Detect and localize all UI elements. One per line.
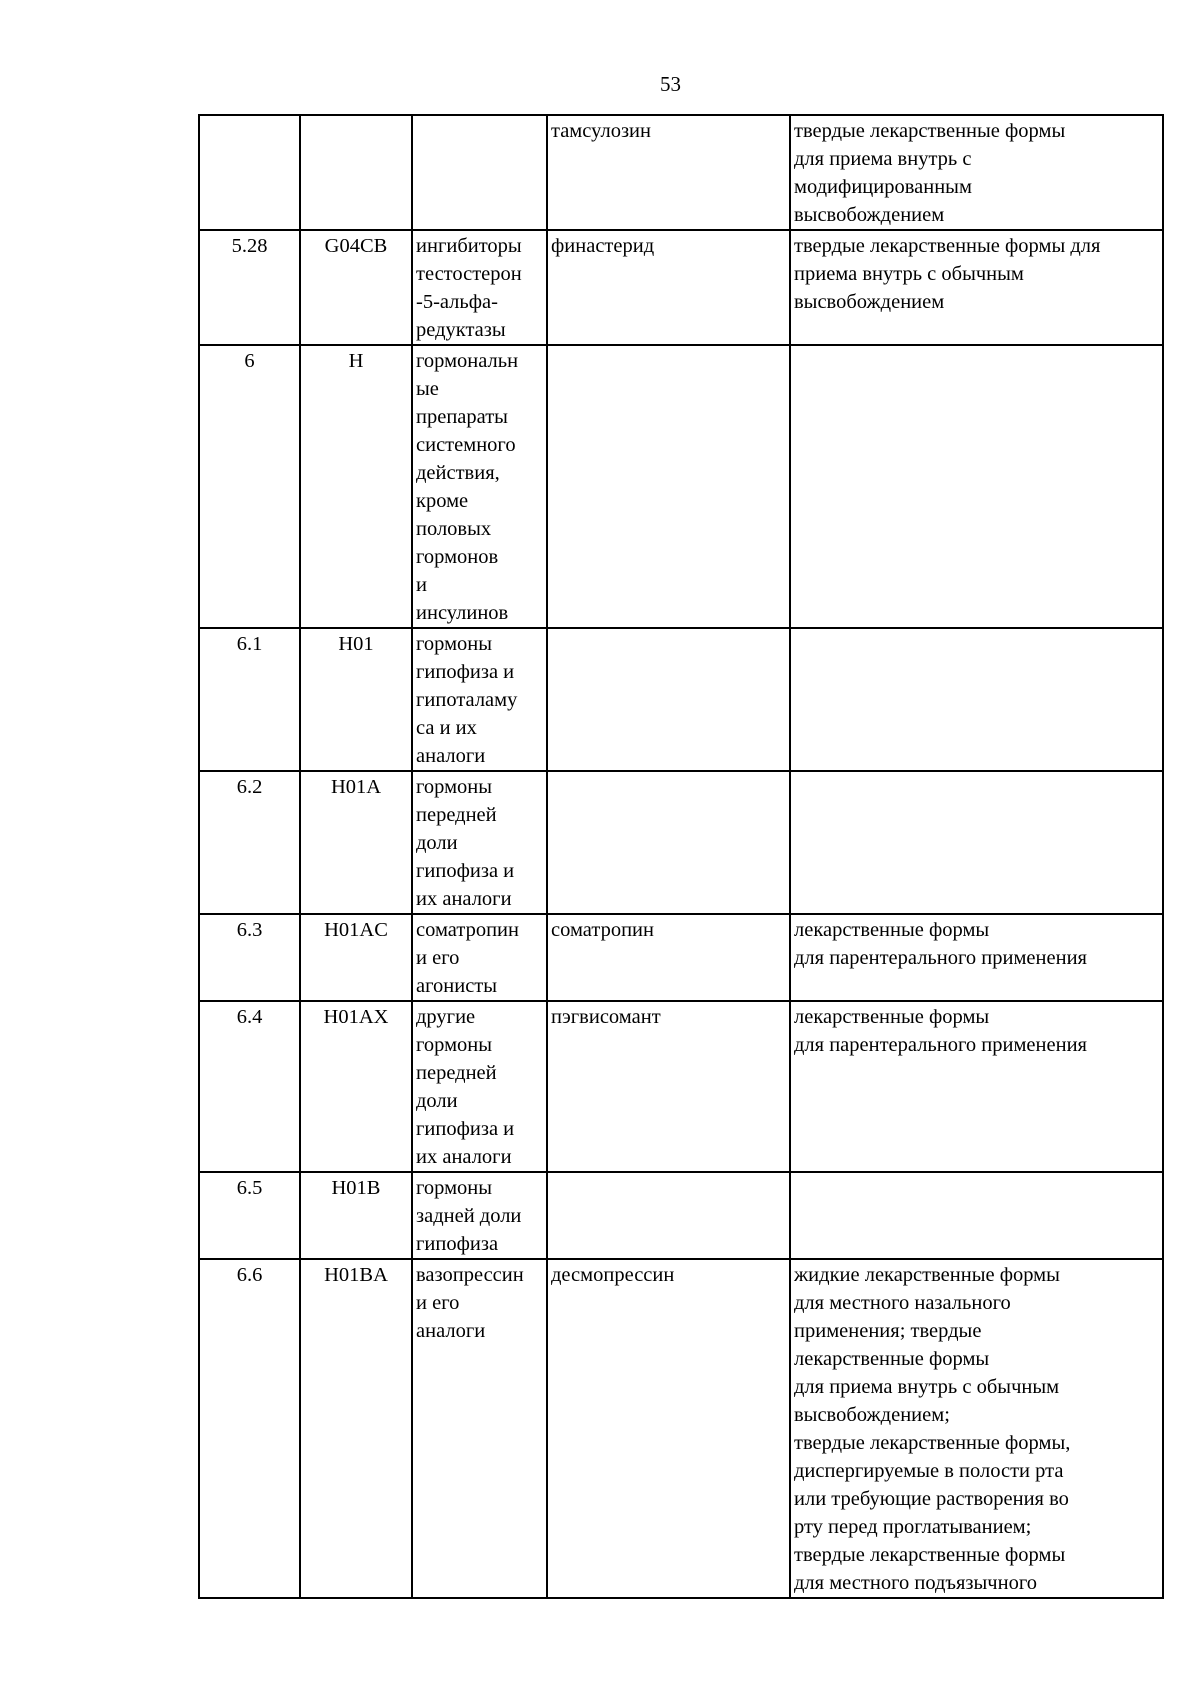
drug-name-cell [547, 771, 790, 914]
atc-code-cell: H01AC [300, 914, 412, 1001]
row-number-cell [199, 115, 300, 230]
atc-code-cell: H01AX [300, 1001, 412, 1172]
drug-name-cell: пэгвисомант [547, 1001, 790, 1172]
drug-name-cell [547, 1172, 790, 1259]
group-name-cell: другие гормоны передней доли гипофиза и их аналоги [412, 1001, 547, 1172]
group-name-cell: гормональн ые препараты системного действия, кроме половых гормонов и инсулинов [412, 345, 547, 628]
table-row [199, 1259, 1163, 1598]
dosage-forms-cell: лекарственные формы для парентерального применения [790, 914, 1163, 1001]
table-row [199, 1001, 1163, 1172]
dosage-forms-cell [790, 1172, 1163, 1259]
atc-code-cell: G04CB [300, 230, 412, 345]
table-row [199, 230, 1163, 345]
row-number-cell: 6.5 [199, 1172, 300, 1259]
drug-name-cell [547, 628, 790, 771]
dosage-forms-cell: твердые лекарственные формы для приема внутрь с обычным высвобождением [790, 230, 1163, 345]
dosage-forms-cell [790, 628, 1163, 771]
group-name-cell: ингибиторы тестостерон -5-альфа- редуктазы [412, 230, 547, 345]
drug-table [198, 114, 1164, 1599]
table-row [199, 628, 1163, 771]
table-row [199, 1172, 1163, 1259]
table-row [199, 115, 1163, 230]
row-number-cell: 5.28 [199, 230, 300, 345]
atc-code-cell: H01 [300, 628, 412, 771]
drug-name-cell: соматропин [547, 914, 790, 1001]
table-row [199, 914, 1163, 1001]
atc-code-cell [300, 115, 412, 230]
drug-name-cell [547, 345, 790, 628]
table-body [199, 115, 1163, 1598]
dosage-forms-cell: лекарственные формы для парентерального применения [790, 1001, 1163, 1172]
group-name-cell: гормоны задней доли гипофиза [412, 1172, 547, 1259]
atc-code-cell: H01BA [300, 1259, 412, 1598]
row-number-cell: 6.2 [199, 771, 300, 914]
atc-code-cell: H01A [300, 771, 412, 914]
row-number-cell: 6.6 [199, 1259, 300, 1598]
dosage-forms-cell: жидкие лекарственные формы для местного назального применения; твердые лекарственные формы для приема внутрь с обычным высвобождением; твердые лекарственные формы, диспергируемые в полости рта или требующие растворения во рту перед проглатыванием; твердые лекарственные формы для местного подъязычного [790, 1259, 1163, 1598]
atc-code-cell: H01B [300, 1172, 412, 1259]
row-number-cell: 6.4 [199, 1001, 300, 1172]
table-row [199, 345, 1163, 628]
table-row [199, 771, 1163, 914]
dosage-forms-cell [790, 345, 1163, 628]
group-name-cell: гормоны гипофиза и гипоталаму са и их аналоги [412, 628, 547, 771]
drug-name-cell: финастерид [547, 230, 790, 345]
row-number-cell: 6.3 [199, 914, 300, 1001]
atc-code-cell: H [300, 345, 412, 628]
drug-name-cell: тамсулозин [547, 115, 790, 230]
group-name-cell: вазопрессин и его аналоги [412, 1259, 547, 1598]
dosage-forms-cell [790, 771, 1163, 914]
row-number-cell: 6 [199, 345, 300, 628]
drug-name-cell: десмопрессин [547, 1259, 790, 1598]
page-number: 53 [660, 72, 681, 96]
group-name-cell: соматропин и его агонисты [412, 914, 547, 1001]
row-number-cell: 6.1 [199, 628, 300, 771]
group-name-cell: гормоны передней доли гипофиза и их аналоги [412, 771, 547, 914]
dosage-forms-cell: твердые лекарственные формы для приема внутрь с модифицированным высвобождением [790, 115, 1163, 230]
group-name-cell [412, 115, 547, 230]
